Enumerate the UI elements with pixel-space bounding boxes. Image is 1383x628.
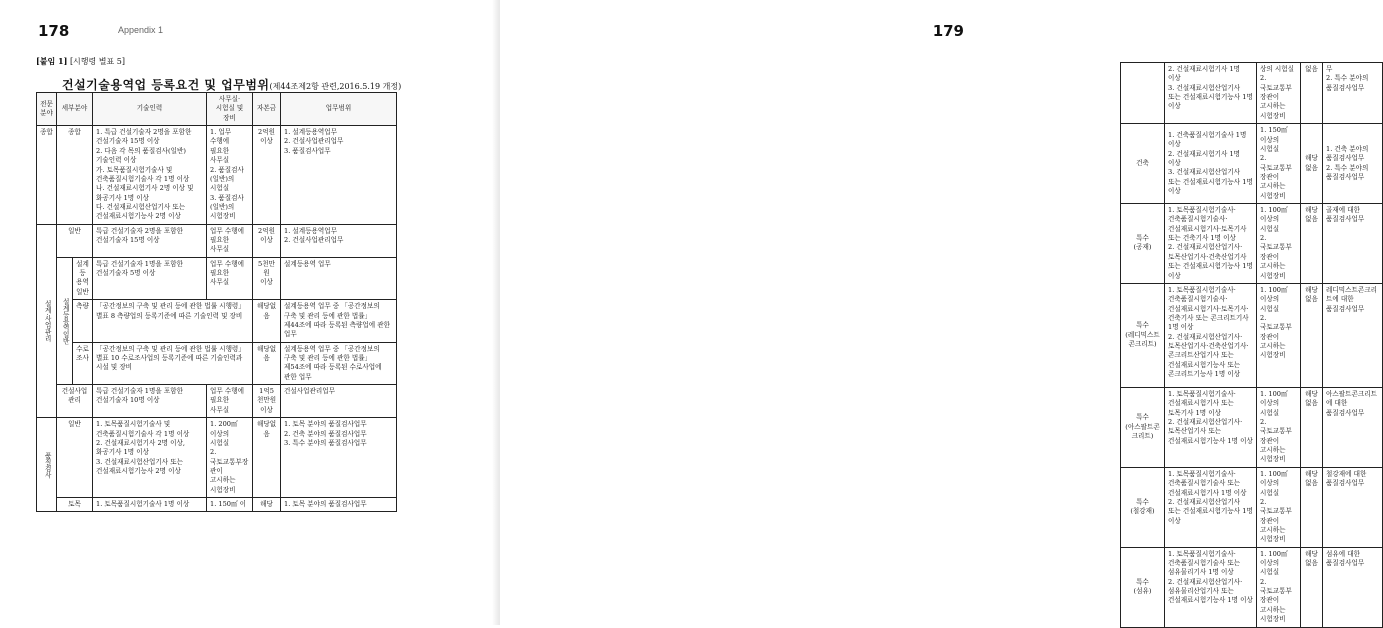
tech-cell: 2. 건설재료시험기사 1명 이상 3. 건설재료시험산업기사 또는 건설재료시험기능사 1명 이상 (1165, 63, 1257, 124)
scope-cell: 설계등용역 업무 (281, 257, 397, 299)
tech-cell: 1. 토목품질시험기술사·건축품질시험기술사·건설재료시험기사·토목기사·건축기사 또는 콘크리트기사 1명 이상 2. 건설재료시험산업기사·토목산업기사·건축산업기사·콘크리트산업기사 또는 건설재료시험기능사 또는 콘크리트기능사 1명 이상 (1165, 283, 1257, 387)
sub-line: 설계 (76, 259, 89, 268)
table-row (37, 300, 397, 342)
subfield-cell: 토목 (57, 498, 93, 512)
office-cell: 1. 100㎡ 이상의 시험실 2. 국토교통부장관이 고시하는 시험장비 (1257, 547, 1301, 627)
header-field: 전문분야 (37, 93, 57, 126)
capital-cell: 해당없음 (1301, 124, 1323, 204)
subfield-cell (73, 257, 93, 299)
scope-cell: 아스팔트콘크리트에 대한 품질검사업무 (1323, 387, 1383, 467)
scope-cell: 설계등용역 업무 중 「공간정보의 구축 및 관리 등에 관한 법률」 제44조에 따라 등록된 측량업에 관한 업무 (281, 300, 397, 342)
capital-cell: 없음 (1301, 63, 1323, 124)
scope-cell: 섬유에 대한 품질검사업무 (1323, 547, 1383, 627)
tech-cell: 1. 건축품질시험기술사 1명 이상 2. 건설재료시험기사 1명 이상 3. 건설재료시험산업기사 또는 건설재료시험기능사 1명 이상 (1165, 124, 1257, 204)
tech-cell: 1. 토목품질시험기술사·건축품질시험기술사·건설재료시험기사·토목기사 또는 건축기사 1명 이상 2. 건설재료시험산업기사·토목산업기사·건축산업기사 또는 건설재료시험기능사 1명 이상 (1165, 204, 1257, 284)
header-tech: 기술인력 (93, 93, 207, 126)
table-row (1121, 283, 1383, 387)
appendix-source: [시행령 별표 5] (69, 57, 125, 66)
subfield-cell: 특수 (섬유) (1121, 547, 1165, 627)
table-row (37, 342, 397, 384)
table-header-row (37, 93, 397, 126)
scope-cell: 1. 설계등용역업무 2. 건설사업관리업무 (281, 224, 397, 257)
subfield-cell: 건축 (1121, 124, 1165, 204)
tech-cell: 「공간정보의 구축 및 관리 등에 관한 법률 시행령」 별표 10 수로조사업의 등록기준에 따른 기술인력과 시설 및 장비 (93, 342, 253, 384)
tech-cell: 1. 특급 건설기술자 2명을 포함한 건설기술자 15명 이상 2. 다음 각 목의 품질검사(일반) 기술인력 이상 가. 토목품질시험기술사 및 건축품질시험기술사 각 1명 이상 나. 건설재료시험기사 2명 이상 및 화공기사 1명 이상 다. 건설재료시험산업기사 또는 건설재료시험기능사 2명 이상 (93, 126, 207, 225)
title-main: 건설기술용역업 등록요건 및 업무범위 (62, 78, 270, 92)
office-cell: 1. 150㎡ 이 (207, 498, 253, 512)
subfield-cell: 측량 (73, 300, 93, 342)
sub-line: 일반 (76, 287, 89, 296)
capital-cell: 해당없음 (1301, 204, 1323, 284)
scope-cell: 무 2. 특수 분야의 품질검사업무 (1323, 63, 1383, 124)
tech-cell: 특급 건설기술자 1명을 포함한 건설기술자 10명 이상 (93, 385, 207, 418)
capital-cell: 해당없음 (253, 418, 281, 498)
capital-cell: 2억원 이상 (253, 126, 281, 225)
office-cell: 업무 수행에 필요한 사무실 (207, 257, 253, 299)
subfield-cell: 수로조사 (73, 342, 93, 384)
office-cell: 1. 150㎡ 이상의 시험실 2. 국토교통부장관이 고시하는 시험장비 (1257, 124, 1301, 204)
office-cell: 1. 100㎡ 이상의 시험실 2. 국토교통부장관이 고시하는 시험장비 (1257, 467, 1301, 547)
sub-line: 용역 (76, 278, 89, 287)
page-number-left: 178 (38, 22, 70, 40)
office-cell: 1. 100㎡ 이상의 시험실 2. 국토교통부장관이 고시하는 시험장비 (1257, 387, 1301, 467)
subfield-cell: 일반 (57, 418, 93, 498)
field-cell: 종합 (37, 126, 57, 225)
subfield-cell: 일반 (57, 224, 93, 257)
subfield-cell: 특수 (공재) (1121, 204, 1165, 284)
table-row (37, 257, 397, 299)
scope-cell: 설계등용역 업무 중 「공간정보의 구축 및 관리 등에 관한 법률」 제54조에 따라 등록된 수로사업에 관한 업무 (281, 342, 397, 384)
left-page (0, 0, 500, 625)
subfield-cell: 종합 (57, 126, 93, 225)
scope-cell: 1. 설계등용역업무 2. 건설사업관리업무 3. 품질검사업무 (281, 126, 397, 225)
capital-cell: 해당없음 (253, 342, 281, 384)
scope-cell: 골재에 대한 품질검사업무 (1323, 204, 1383, 284)
subfield-cell: 특수 (철강재) (1121, 467, 1165, 547)
tech-cell: 1. 토목품질시험기술사·건축품질시험기술사 또는 건설재료시험기사 1명 이상 2. 건설재료시험산업기사 또는 건설재료시험기능사 1명 이상 (1165, 467, 1257, 547)
field-cell-design: 설계·사업관리 (37, 224, 57, 417)
scope-cell: 레디믹스트콘크리트에 대한 품질검사업무 (1323, 283, 1383, 387)
table-row (37, 224, 397, 257)
capital-cell: 해당 (253, 498, 281, 512)
header-capital: 자본금 (253, 93, 281, 126)
office-cell: 업무 수행에 필요한 사무실 (207, 385, 253, 418)
table-row (37, 385, 397, 418)
header-office: 사무실·시험실 및 장비 (207, 93, 253, 126)
table-row (1121, 387, 1383, 467)
tech-cell: 「공간정보의 구축 및 관리 등에 관한 법률 시행령」 별표 8 측량업의 등록기준에 따른 기술인력 및 장비 (93, 300, 253, 342)
office-cell: 1. 업무 수행에 필요한 사무실 2. 품질검사(일반)의 시험실 3. 품질검사(일반)의 시험장비 (207, 126, 253, 225)
tech-cell: 1. 토목품질시험기술사·건설재료시험기사 또는 토목기사 1명 이상 2. 건설재료시험산업기사·토목산업기사 또는 건설재료시험기능사 1명 이상 (1165, 387, 1257, 467)
title-sub: (제44조제2항 관련,2016.5.19 개정) (269, 82, 402, 91)
tech-cell: 특급 건설기술자 2명을 포함한 건설기술자 15명 이상 (93, 224, 207, 257)
right-page (500, 0, 1377, 625)
scope-cell: 1. 토목 분야의 품질검사업무 (281, 498, 397, 512)
table-row (37, 498, 397, 512)
scope-cell: 건설사업관리업무 (281, 385, 397, 418)
page-number-right: 179 (932, 22, 964, 40)
document-title (62, 76, 401, 93)
capital-cell: 해당없음 (253, 300, 281, 342)
office-cell: 1. 100㎡ 이상의 시험실 2. 국토교통부장관이 고시하는 시험장비 (1257, 283, 1301, 387)
capital-cell: 5천만원 이상 (253, 257, 281, 299)
capital-cell: 2억원 이상 (253, 224, 281, 257)
appendix-tag: [붙임 1] (36, 56, 68, 66)
table-row (37, 126, 397, 225)
running-head: Appendix 1 (118, 25, 164, 35)
subfield-cell (1121, 63, 1165, 124)
subfield-cell: 건설사업관리 (57, 385, 93, 418)
capital-cell: 1억5천만원 이상 (253, 385, 281, 418)
table-row (1121, 63, 1383, 124)
tech-cell: 1. 토목품질시험기술사·건축품질시험기술사 또는 섬유물리기사 1명 이상 2. 건설재료시험산업기사·섬유물리산업기사 또는 건설재료시험기능사 1명 이상 (1165, 547, 1257, 627)
table-row (1121, 467, 1383, 547)
tech-cell: 특급 건설기술자 1명을 포함한 건설기술자 5명 이상 (93, 257, 207, 299)
field-cell-quality: 품질검사 (37, 418, 57, 512)
registration-table-right (1120, 62, 1383, 628)
subfield-cell: 특수 (아스팔트콘크리트) (1121, 387, 1165, 467)
capital-cell: 해당없음 (1301, 547, 1323, 627)
subgroup-cell: 설계등용역일반 (57, 257, 73, 384)
table-row (37, 418, 397, 498)
tech-cell: 1. 토목품질시험기술사 1명 이상 (93, 498, 207, 512)
table-row (1121, 204, 1383, 284)
office-cell: 상의 시험실 2. 국토교통부장관이 고시하는 시험장비 (1257, 63, 1301, 124)
capital-cell: 해당없음 (1301, 467, 1323, 547)
registration-table-left (36, 92, 397, 512)
table-row (1121, 124, 1383, 204)
office-cell: 1. 200㎡ 이상의 시험실 2. 국토교통부장관이 고시하는 시험장비 (207, 418, 253, 498)
tech-cell: 1. 토목품질시험기술사 및 건축품질시험기술사 각 1명 이상 2. 건설재료시험기사 2명 이상, 화공기사 1명 이상 3. 건설재료시험산업기사 또는 건설재료시험기능사 2명 이상 (93, 418, 207, 498)
capital-cell: 해당없음 (1301, 283, 1323, 387)
header-subfield: 세부분야 (57, 93, 93, 126)
table-row (1121, 547, 1383, 627)
office-cell: 1. 100㎡ 이상의 시험실 2. 국토교통부장관이 고시하는 시험장비 (1257, 204, 1301, 284)
appendix-note (36, 56, 125, 67)
scope-cell: 철강재에 대한 품질검사업무 (1323, 467, 1383, 547)
scope-cell: 1. 건축 분야의 품질검사업무 2. 특수 분야의 품질검사업무 (1323, 124, 1383, 204)
office-cell: 업무 수행에 필요한 사무실 (207, 224, 253, 257)
subfield-cell: 특수 (레디믹스트콘크리트) (1121, 283, 1165, 387)
scope-cell: 1. 토목 분야의 품질검사업무 2. 건축 분야의 품질검사업무 3. 특수 분야의 품질검사업무 (281, 418, 397, 498)
sub-line: 등 (79, 269, 86, 278)
header-scope: 업무범위 (281, 93, 397, 126)
capital-cell: 해당없음 (1301, 387, 1323, 467)
